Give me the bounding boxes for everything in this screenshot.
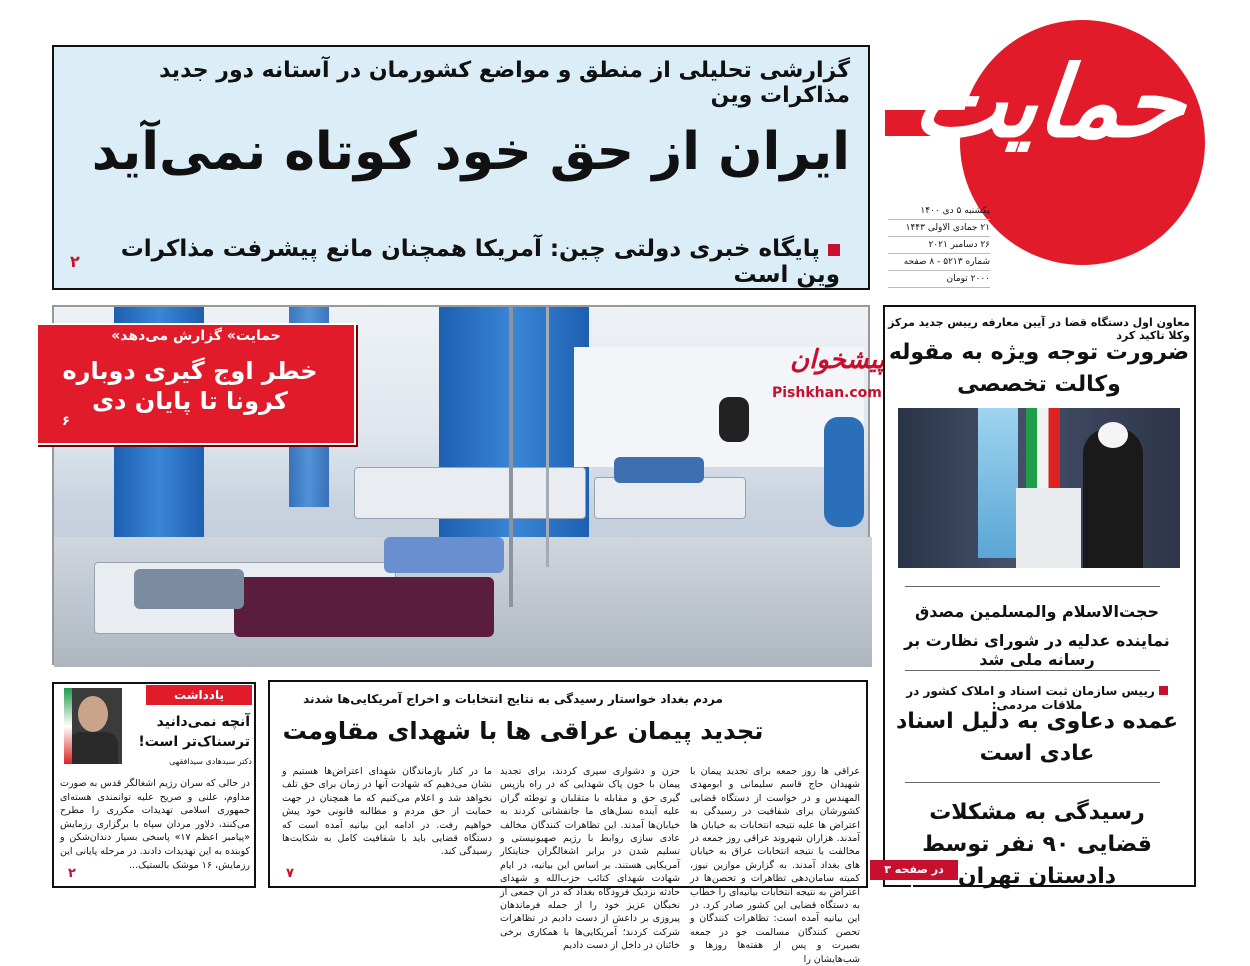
center-story-column-2: حزن و دشواری سپری کردند، برای تجدید پیمان با خون پاک شهدایی که در راه بازپس گیری حق و مقابله با متقلبان و توطئه گران علیه آینده نسل‌های ما جانفشانی کردند به خیابان‌ها آمدند. این تظاهرات کنندگان مخالف عادی سازی روابط با رژیم صهیونیستی و تسلیم شدن در برابر اشغالگران جنایتکار آمریکایی هستند. بر اساس این بیانیه، در ایام شهادت شهدای کتائب حزب‌الله و شهدای حادثه نزدیک فرودگاه بغداد که در آن جمعی از نخبگان عزیز خود را از جمله فرماندهان پیروزی بر داعش از دست دادیم در تظاهرات شرکت کردند؛ آمریکایی‌ها با همکاری برخی خائنان در داخل از دست دادیم (500, 766, 680, 952)
divider (905, 782, 1160, 783)
right-item2-name[interactable]: حجت‌الاسلام والمسلمین مصدق (915, 602, 1159, 621)
newspaper-logo[interactable]: حمایت (908, 45, 1192, 160)
center-story-page-number: ۷ (286, 866, 294, 881)
note-headline[interactable]: آنچه نمی‌دانید ترسناک‌تر است! (138, 714, 250, 750)
blanket (384, 537, 504, 573)
read-more-label[interactable]: در صفحه ۳ بخوانید (870, 860, 958, 880)
flag (978, 408, 1018, 558)
covid-story-headline[interactable]: خطر اوج گیری دوباره کرونا تا پایان دی (62, 357, 318, 415)
covid-story-page-number: ۶ (62, 414, 70, 429)
covid-story-kicker: «حمایت» گزارش می‌دهد (111, 328, 281, 344)
bullet-icon (828, 244, 840, 256)
top-story-subheadline-text: پایگاه خبری دولتی چین: آمریکا همچنان مانع پیشرفت مذاکرات وین است (120, 236, 840, 288)
divider (905, 670, 1160, 671)
divider (905, 586, 1160, 587)
watermark-url: Pishkhan.com (772, 385, 882, 401)
top-story-subheadline (80, 236, 840, 288)
center-story-column-3: ما در کنار بازماندگان شهدای اعتراض‌ها هستیم و نشان می‌دهیم که شهادت آنها در زمان برای حق تلف نخواهد شد و اعلام می‌کنیم که ما همچنان در جهت حمایت از حق مردم و مطالبه قانونی خود پیش خواهیم رفت. در ادامه این بیانیه آمده است که دستگاه قضایی باید با شفافیت کامل به شکایت‌ها رسیدگی کند. (282, 766, 492, 858)
patient (134, 569, 244, 609)
author-face (78, 696, 108, 732)
watermark-logo: پیشخوان (790, 345, 885, 375)
top-story-page-number: ۲ (70, 252, 80, 271)
issue-gregorian-date: ۲۶ دسامبر ۲۰۲۱ (888, 237, 990, 254)
flag (64, 688, 72, 764)
bullet-icon (1159, 686, 1168, 695)
iv-pole (546, 307, 549, 567)
top-story-kicker: گزارشی تحلیلی از منطق و مواضع کشورمان در آستانه دور جدید مذاکرات وین (159, 58, 850, 108)
top-story-headline[interactable]: ایران از حق خود کوتاه نمی‌آید (91, 122, 850, 182)
blanket (234, 577, 494, 637)
speaker (1083, 428, 1143, 568)
turban (1098, 422, 1128, 448)
right-item3-headline[interactable]: عمده دعاوی به دلیل اسناد عادی است (895, 709, 1178, 766)
judiciary-official-photo[interactable] (898, 408, 1180, 568)
right-item2-text[interactable]: نماینده عدلیه در شورای نظارت بر رسانه ملی شد (904, 631, 1170, 669)
hospital-bed (594, 477, 746, 519)
author-suit (68, 732, 118, 764)
right-story-kicker: معاون اول دستگاه قضا در آیین معارفه رییس جدید مرکز وکلا تاکید کرد (888, 316, 1190, 342)
center-story-headline[interactable]: تجدید پیمان عراقی ها با شهدای مقاومت (282, 717, 764, 745)
podium (1016, 488, 1081, 568)
issue-number: شماره ۵۲۱۳ - ۸ صفحه (888, 254, 990, 271)
note-page-number: ۲ (68, 866, 76, 881)
issue-info (888, 203, 990, 288)
center-story-column-1: عراقی ها روز جمعه برای تجدید پیمان با شهیدان حاج قاسم سلیمانی و ابومهدی المهندس و در خواست از دستگاه قضایی کشورشان برای شفافیت در رسیدگی به اعتراض ها علیه نتیجه انتخابات به خیابان ها آمدند. هزاران شهروند عراقی روز جمعه در مخالفت با نتیجه انتخابات عراق به خیابان های بغداد آمدند. به گزارش موازین نیوز، کمیته سامان‌دهی تظاهرات و تحصن‌ها در اعتراض به نتیجه انتخابات بیانیه‌ای را خطاب به دستگاه قضایی این کشور صادر کرد. در این بیانیه آمده است: تظاهرات کنندگان و تحصن کنندگان مسالمت جو در جمعه بصیرت و پس از هفته‌ها روزها و شب‌هایشان را (690, 766, 860, 965)
right-story-headline[interactable]: ضرورت توجه ویژه به مقوله وکالت تخصصی (888, 340, 1190, 397)
right-item3-kicker-text: رییس سازمان ثبت اسناد و املاک کشور در ملاقات مردمی: (906, 684, 1155, 712)
nurse (824, 417, 864, 527)
note-label: یادداشت (146, 685, 252, 705)
right-item4-headline[interactable]: رسیدگی به مشکلات قضایی ۹۰ نفر توسط دادستان تهران (922, 800, 1152, 889)
hospital-bed (354, 467, 586, 519)
nurse (719, 397, 749, 442)
author-photo (64, 688, 122, 764)
note-body: در حالی که سران رژیم اشغالگر قدس به صورت مداوم، علنی و صریح علیه توانمندی هسته‌ای جمهوری اسلامی تهدیدات مکرری را مطرح می‌کنند، دلاور مردان سپاه با برگزاری رزمایش «پیامبر اعظم ۱۷» پاسخی بسیار دندان‌شکن و کوبنده به این تهدیدات دادند. در مرحله پایانی این رزمایش، ۱۶ موشک بالستیک... (60, 778, 250, 871)
center-story-kicker: مردم بغداد خواستار رسیدگی به نتایج انتخابات و اخراج آمریکایی‌ها شدند (303, 692, 723, 706)
blanket (614, 457, 704, 483)
issue-date: یکشنبه ۵ دی ۱۴۰۰ (888, 203, 990, 220)
issue-price: ۲۰۰۰ تومان (888, 271, 990, 288)
note-author: دکتر سیدهادی سیدافقهی (169, 757, 252, 766)
iv-pole (509, 307, 513, 607)
issue-hijri-date: ۲۱ جمادی الاولی ۱۴۴۳ (888, 220, 990, 237)
